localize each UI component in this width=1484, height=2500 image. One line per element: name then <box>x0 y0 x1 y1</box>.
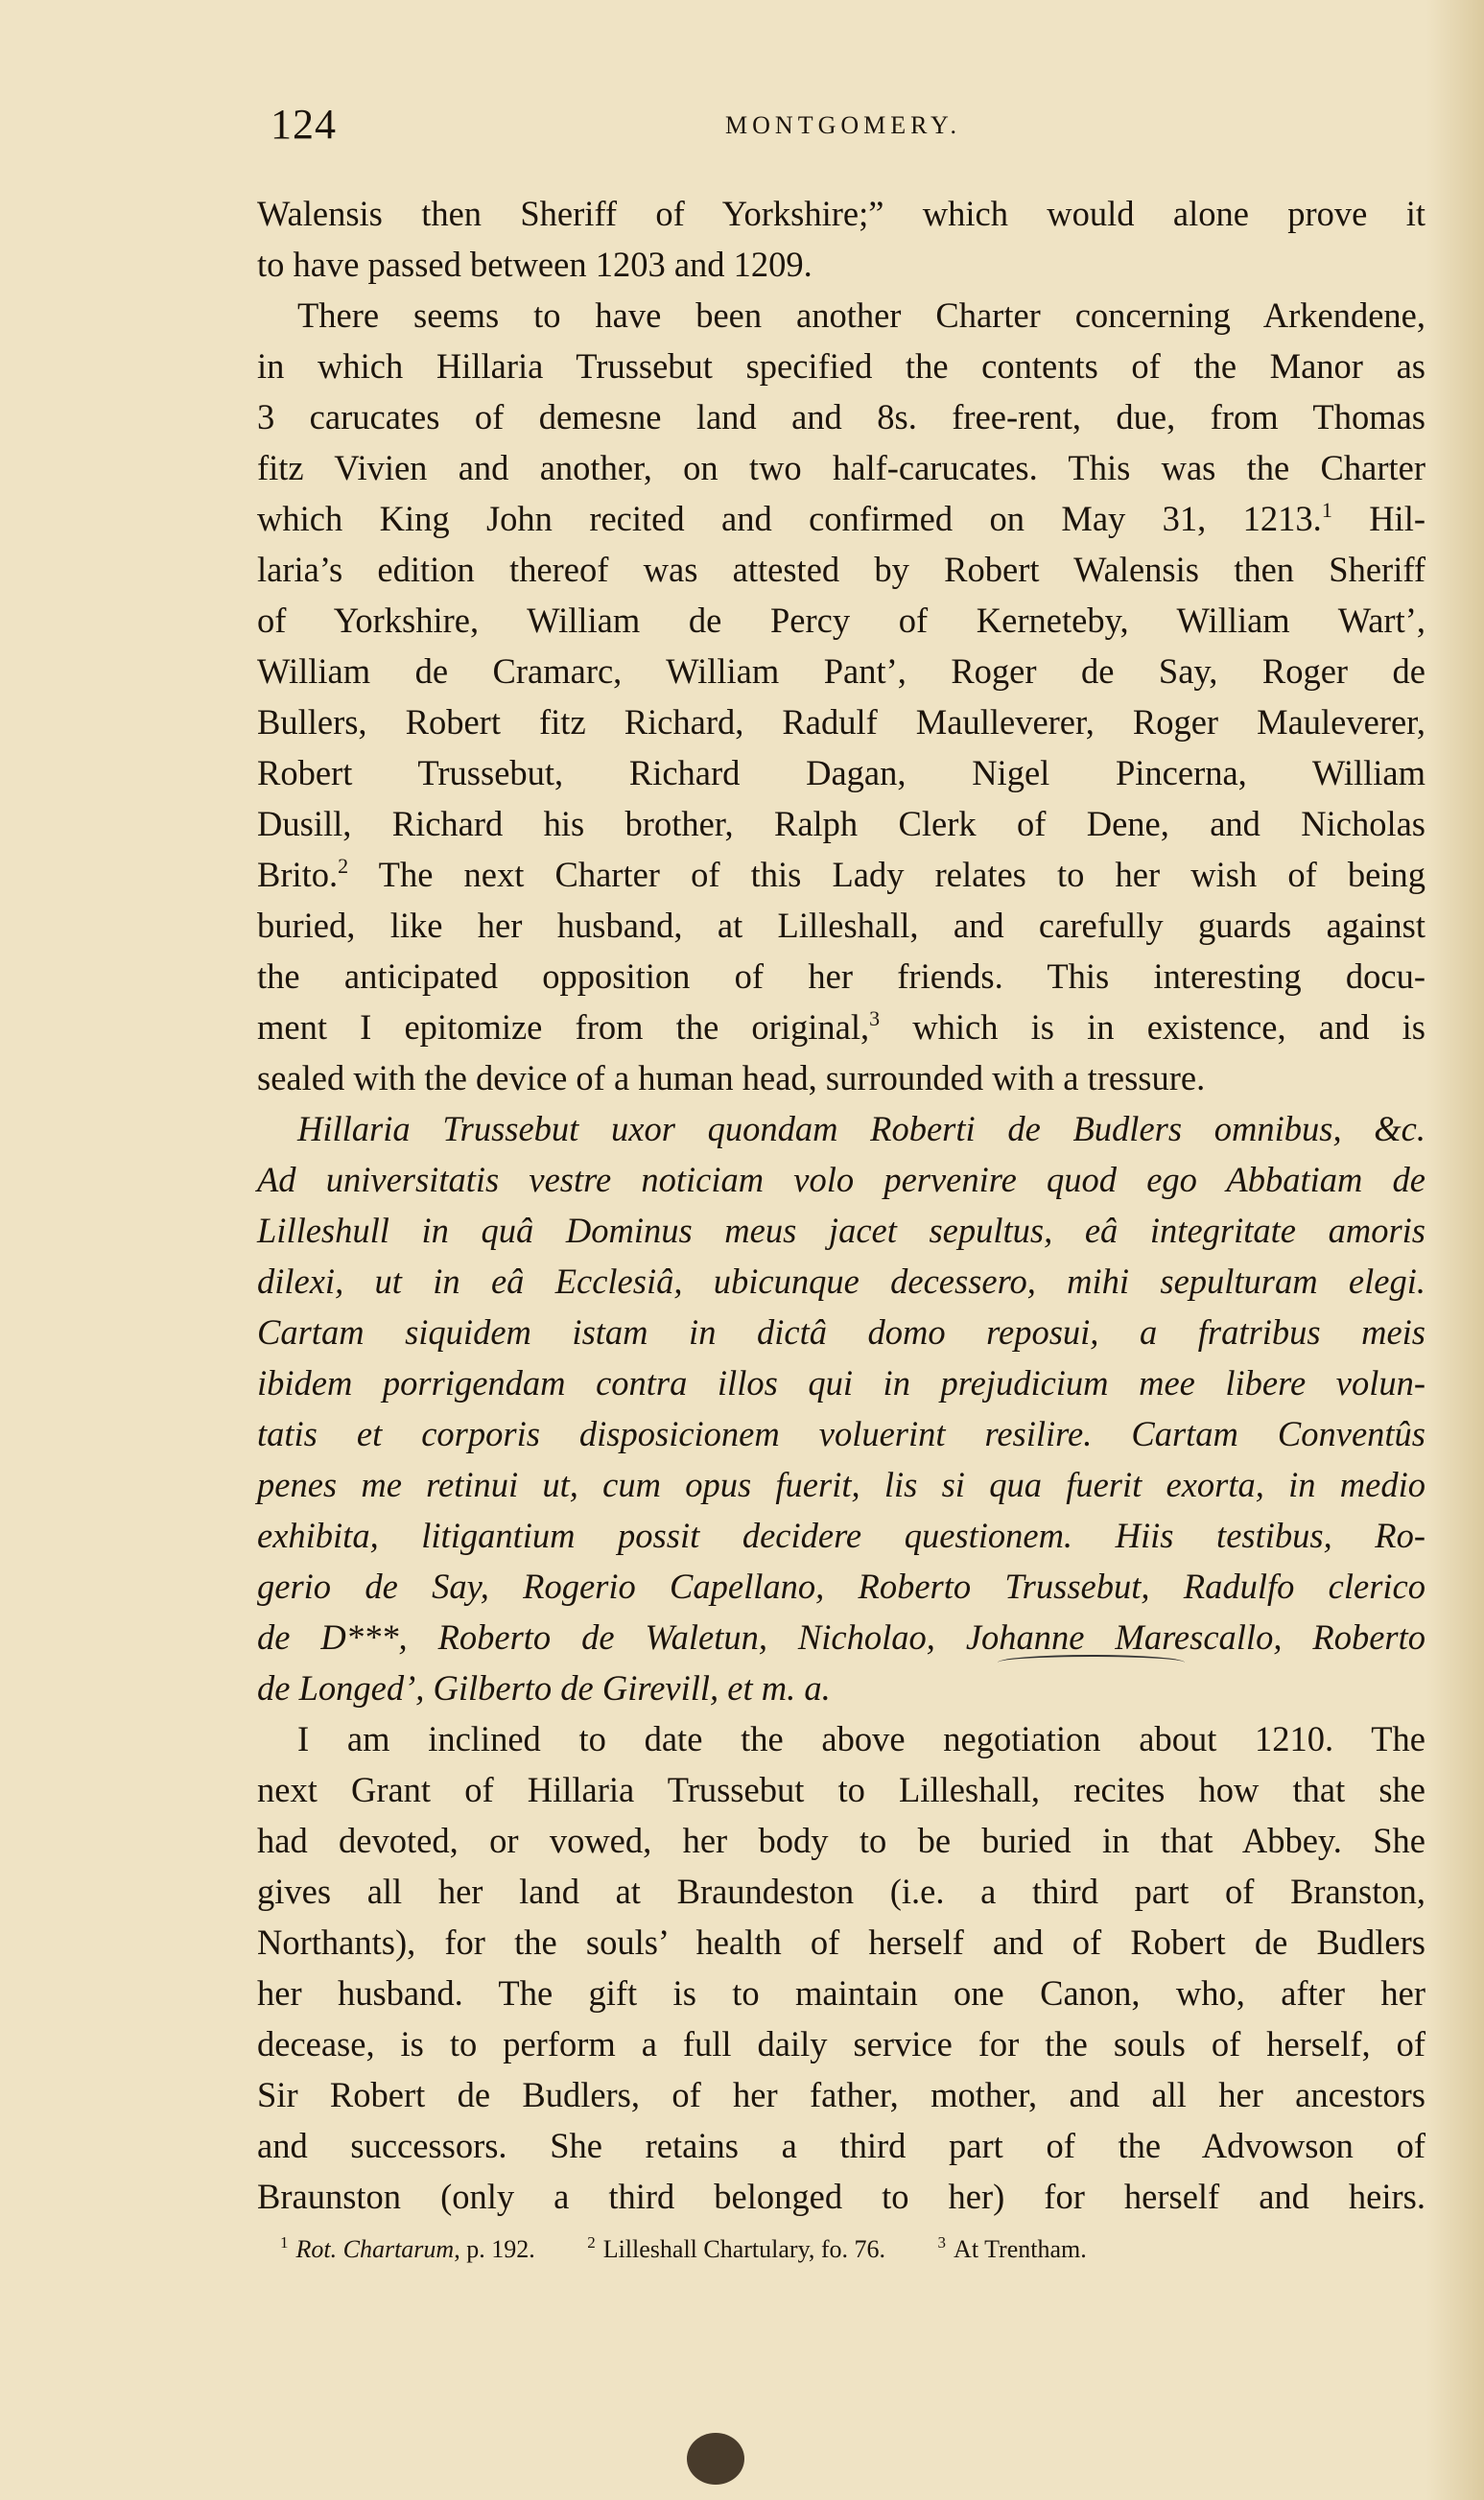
text-line: Northants), for the souls’ health of herself and of Robert de Budlers <box>257 1922 1425 1962</box>
text-line: Brito.$^2$ The next Charter of this Lady relates to her wish of being <box>257 854 1425 894</box>
text-line: Bullers, Robert fitz Richard, Radulf Maulleverer, Roger Mauleverer, <box>257 702 1425 742</box>
body-text <box>257 188 1425 2222</box>
text-line: There seems to have been another Charter concerning Arkendene, <box>297 295 1425 335</box>
text-line: Walensis then Sheriff of Yorkshire;” which would alone prove it <box>257 194 1425 233</box>
pencil-underline-mark <box>998 1655 1185 1670</box>
footnotes <box>280 2235 1402 2264</box>
latin-line: Lilleshull in quâ Dominus meus jacet sepultus, eâ integritate amoris <box>257 1211 1425 1250</box>
footnote: $^2$ Lilleshall Chartulary, fo. 76. <box>587 2233 886 2263</box>
text-line: gives all her land at Braundeston (i.e. a third part of Branston, <box>257 1872 1425 1911</box>
text-line: Sir Robert de Budlers, of her father, mother, and all her ancestors <box>257 2075 1425 2114</box>
footnote-ref: 2 <box>338 854 349 878</box>
footnote-ref: 3 <box>869 1006 881 1030</box>
text-line: the anticipated opposition of her friends. This interesting docu- <box>257 956 1425 996</box>
latin-line: exhibita, litigantium possit decidere questionem. Hiis testibus, Ro- <box>257 1516 1425 1555</box>
text-line: of Yorkshire, William de Percy of Kerneteby, William Wart’, <box>257 601 1425 640</box>
text-line: laria’s edition thereof was attested by Robert Walensis then Sheriff <box>257 550 1425 589</box>
text-line: buried, like her husband, at Lilleshall, and carefully guards against <box>257 906 1425 945</box>
text-line: and successors. She retains a third part of the Advowson of <box>257 2126 1425 2165</box>
text-line: which King John recited and confirmed on May 31, 1213.$^1$ Hil- <box>257 498 1425 538</box>
text-line: Robert Trussebut, Richard Dagan, Nigel Pincerna, William <box>257 753 1425 792</box>
text-line: next Grant of Hillaria Trussebut to Lilleshall, recites how that she <box>257 1770 1425 1809</box>
text-line: in which Hillaria Trussebut specified the contents of the Manor as <box>257 346 1425 386</box>
latin-line: penes me retinui ut, cum opus fuerit, lis si qua fuerit exorta, in medio <box>257 1465 1425 1504</box>
text-line: to have passed between 1203 and 1209. <box>257 245 813 284</box>
text-line: sealed with the device of a human head, surrounded with a tressure. <box>257 1058 1206 1097</box>
latin-line: ibidem porrigendam contra illos qui in prejudicium mee libere volun- <box>257 1363 1425 1403</box>
running-head: MONTGOMERY. <box>725 111 961 139</box>
text-line: ment I epitomize from the original,$^3$ which is in existence, and is <box>257 1006 1425 1047</box>
latin-line: Hillaria Trussebut uxor quondam Roberti de Budlers omnibus, &c. <box>297 1109 1425 1148</box>
page-edge-shadow <box>1426 0 1484 2500</box>
text-line: Braunston (only a third belonged to her) for herself and heirs. <box>257 2177 1425 2216</box>
text-line: had devoted, or vowed, her body to be buried in that Abbey. She <box>257 1821 1425 1860</box>
latin-line: dilexi, ut in eâ Ecclesiâ, ubicunque decessero, mihi sepulturam elegi. <box>257 1262 1425 1301</box>
text-line: 3 carucates of demesne land and 8s. free-rent, due, from Thomas <box>257 397 1425 436</box>
text-line: William de Cramarc, William Pant’, Roger de Say, Roger de <box>257 651 1425 691</box>
text-line: decease, is to perform a full daily service for the souls of herself, of <box>257 2024 1425 2064</box>
latin-line: Cartam siquidem istam in dictâ domo reposui, a fratribus meis <box>257 1312 1425 1352</box>
text-line: Dusill, Richard his brother, Ralph Clerk of Dene, and Nicholas <box>257 804 1425 843</box>
footnote: $^3$ At Trentham. <box>937 2233 1087 2263</box>
footnote-ref: 1 <box>1321 498 1332 522</box>
text-line: fitz Vivien and another, on two half-carucates. This was the Charter <box>257 448 1425 487</box>
page-number: 124 <box>271 101 337 148</box>
latin-line: tatis et corporis disposicionem voluerint resilire. Cartam Conventûs <box>257 1414 1425 1453</box>
page-header <box>261 100 1425 157</box>
latin-line: de Longed’, Gilberto de Girevill, et m. a. <box>257 1668 831 1708</box>
text-line: I am inclined to date the above negotiation about 1210. The <box>297 1719 1425 1758</box>
ink-blot-mark <box>687 2433 744 2485</box>
footnote: $^1$ Rot. Chartarum, p. 192. <box>280 2233 535 2263</box>
latin-line: gerio de Say, Rogerio Capellano, Roberto Trussebut, Radulfo clerico <box>257 1567 1425 1606</box>
text-line: her husband. The gift is to maintain one Canon, who, after her <box>257 1973 1425 2013</box>
latin-line: Ad universitatis vestre noticiam volo pervenire quod ego Abbatiam de <box>257 1160 1425 1199</box>
latin-line: de D***, Roberto de Waletun, Nicholao, Johanne Marescallo, Roberto <box>257 1617 1425 1657</box>
